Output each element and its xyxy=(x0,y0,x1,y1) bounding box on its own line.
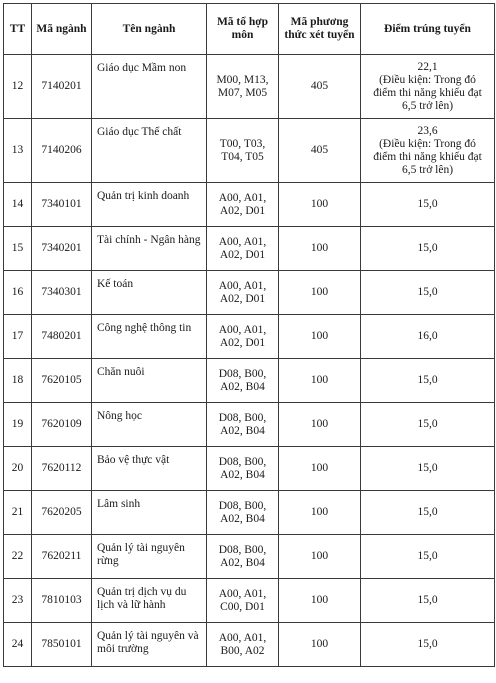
row-phuong-thuc: 100 xyxy=(279,535,361,579)
diem-value: 15,0 xyxy=(417,198,438,210)
row-phuong-thuc: 405 xyxy=(279,119,361,183)
row-phuong-thuc: 100 xyxy=(279,271,361,315)
row-ma-nganh: 7620211 xyxy=(32,535,92,579)
row-to-hop xyxy=(207,315,279,359)
row-diem xyxy=(361,535,495,579)
row-ma-nganh: 7340301 xyxy=(32,271,92,315)
row-tt: 12 xyxy=(4,55,32,119)
row-tt: 23 xyxy=(4,579,32,623)
row-diem xyxy=(361,579,495,623)
row-tt: 16 xyxy=(4,271,32,315)
row-ma-nganh: 7620205 xyxy=(32,491,92,535)
table-row xyxy=(4,535,495,579)
row-to-hop xyxy=(207,119,279,183)
row-ma-nganh: 7620105 xyxy=(32,359,92,403)
table-row xyxy=(4,359,495,403)
to-hop-text: D08, B00, A02, B04 xyxy=(218,455,267,481)
row-ten-nganh: Nông học xyxy=(92,403,207,447)
to-hop-text: D08, B00, A02, B04 xyxy=(218,499,267,525)
row-tt: 22 xyxy=(4,535,32,579)
row-phuong-thuc: 100 xyxy=(279,403,361,447)
row-tt: 18 xyxy=(4,359,32,403)
row-ma-nganh: 7340201 xyxy=(32,227,92,271)
diem-value: 15,0 xyxy=(417,418,438,430)
row-ma-nganh: 7810103 xyxy=(32,579,92,623)
row-ten-nganh: Công nghệ thông tin xyxy=(92,315,207,359)
row-ten-nganh: Tài chính - Ngân hàng xyxy=(92,227,207,271)
row-to-hop xyxy=(207,359,279,403)
row-ma-nganh: 7620109 xyxy=(32,403,92,447)
row-diem xyxy=(361,55,495,119)
row-tt: 14 xyxy=(4,183,32,227)
table-row xyxy=(4,183,495,227)
row-tt: 13 xyxy=(4,119,32,183)
row-tt: 24 xyxy=(4,623,32,667)
row-to-hop xyxy=(207,55,279,119)
row-phuong-thuc: 100 xyxy=(279,315,361,359)
row-tt: 17 xyxy=(4,315,32,359)
row-to-hop xyxy=(207,183,279,227)
row-diem xyxy=(361,315,495,359)
header-ma-to-hop: Mã tổ hợp môn xyxy=(207,4,279,55)
table-row xyxy=(4,315,495,359)
row-tt: 19 xyxy=(4,403,32,447)
table-row xyxy=(4,447,495,491)
diem-value: 15,0 xyxy=(417,286,438,298)
diem-value: 15,0 xyxy=(417,638,438,650)
row-diem xyxy=(361,183,495,227)
row-ma-nganh: 7340101 xyxy=(32,183,92,227)
row-diem xyxy=(361,491,495,535)
row-ten-nganh: Quản lý tài nguyên và môi trường xyxy=(92,623,207,667)
row-phuong-thuc: 405 xyxy=(279,55,361,119)
table-row xyxy=(4,579,495,623)
diem-value: 15,0 xyxy=(417,374,438,386)
row-tt: 21 xyxy=(4,491,32,535)
table-row xyxy=(4,227,495,271)
row-phuong-thuc: 100 xyxy=(279,227,361,271)
row-to-hop xyxy=(207,403,279,447)
admission-scores-table xyxy=(3,3,495,667)
diem-value: 22,1 xyxy=(417,60,438,73)
to-hop-text: A00, A01, A02, D01 xyxy=(218,191,267,217)
row-phuong-thuc: 100 xyxy=(279,359,361,403)
row-to-hop xyxy=(207,227,279,271)
row-ten-nganh: Lâm sinh xyxy=(92,491,207,535)
row-ma-nganh: 7850101 xyxy=(32,623,92,667)
to-hop-text: D08, B00, A02, B04 xyxy=(218,367,267,393)
row-phuong-thuc: 100 xyxy=(279,579,361,623)
table-row xyxy=(4,623,495,667)
to-hop-text: D08, B00, A02, B04 xyxy=(218,411,267,437)
row-ma-nganh: 7140206 xyxy=(32,119,92,183)
row-ma-nganh: 7620112 xyxy=(32,447,92,491)
table-row xyxy=(4,403,495,447)
row-ten-nganh: Giáo dục Thể chất xyxy=(92,119,207,183)
to-hop-text: M00, M13, M07, M05 xyxy=(216,73,269,99)
table-row xyxy=(4,271,495,315)
to-hop-text: D08, B00, A02, B04 xyxy=(218,543,267,569)
row-phuong-thuc: 100 xyxy=(279,183,361,227)
row-to-hop xyxy=(207,535,279,579)
row-phuong-thuc: 100 xyxy=(279,491,361,535)
table-row xyxy=(4,491,495,535)
row-ten-nganh: Kế toán xyxy=(92,271,207,315)
row-diem xyxy=(361,271,495,315)
row-phuong-thuc: 100 xyxy=(279,623,361,667)
row-diem xyxy=(361,359,495,403)
row-diem xyxy=(361,227,495,271)
row-to-hop xyxy=(207,271,279,315)
row-ten-nganh: Quản trị kinh doanh xyxy=(92,183,207,227)
row-ten-nganh: Giáo dục Mầm non xyxy=(92,55,207,119)
header-diem: Điểm trúng tuyển xyxy=(361,4,495,55)
diem-value: 15,0 xyxy=(417,462,438,474)
table-row xyxy=(4,55,495,119)
table-header-row xyxy=(4,4,495,55)
row-ma-nganh: 7480201 xyxy=(32,315,92,359)
diem-value: 15,0 xyxy=(417,506,438,518)
diem-condition: (Điều kiện: Trong đó điểm thi năng khiếu đạt 6,5 trở lên) xyxy=(373,137,482,176)
to-hop-text: A00, A01, B00, A02 xyxy=(218,631,267,657)
row-to-hop xyxy=(207,447,279,491)
row-to-hop xyxy=(207,491,279,535)
table-row xyxy=(4,119,495,183)
header-ma-nganh: Mã ngành xyxy=(32,4,92,55)
diem-condition: (Điều kiện: Trong đó điểm thi năng khiếu đạt 6,5 trở lên) xyxy=(373,73,482,112)
row-tt: 15 xyxy=(4,227,32,271)
to-hop-text: T00, T03, T04, T05 xyxy=(219,137,266,163)
row-diem xyxy=(361,447,495,491)
diem-value: 16,0 xyxy=(417,330,438,342)
to-hop-text: A00, A01, A02, D01 xyxy=(218,323,267,349)
diem-value: 15,0 xyxy=(417,594,438,606)
row-tt: 20 xyxy=(4,447,32,491)
to-hop-text: A00, A01, A02, D01 xyxy=(218,279,267,305)
row-diem xyxy=(361,119,495,183)
diem-value: 23,6 xyxy=(417,124,438,137)
row-ten-nganh: Bảo vệ thực vật xyxy=(92,447,207,491)
row-phuong-thuc: 100 xyxy=(279,447,361,491)
to-hop-text: A00, A01, C00, D01 xyxy=(218,587,267,613)
row-ma-nganh: 7140201 xyxy=(32,55,92,119)
row-to-hop xyxy=(207,623,279,667)
row-to-hop xyxy=(207,579,279,623)
header-ma-phuong-thuc: Mã phương thức xét tuyển xyxy=(279,4,361,55)
row-ten-nganh: Quản lý tài nguyên rừng xyxy=(92,535,207,579)
diem-value: 15,0 xyxy=(417,550,438,562)
row-ten-nganh: Quản trị dịch vụ du lịch và lữ hành xyxy=(92,579,207,623)
diem-value: 15,0 xyxy=(417,242,438,254)
row-diem xyxy=(361,623,495,667)
row-diem xyxy=(361,403,495,447)
row-ten-nganh: Chăn nuôi xyxy=(92,359,207,403)
header-ten-nganh: Tên ngành xyxy=(92,4,207,55)
to-hop-text: A00, A01, A02, D01 xyxy=(218,235,267,261)
header-tt: TT xyxy=(4,4,32,55)
